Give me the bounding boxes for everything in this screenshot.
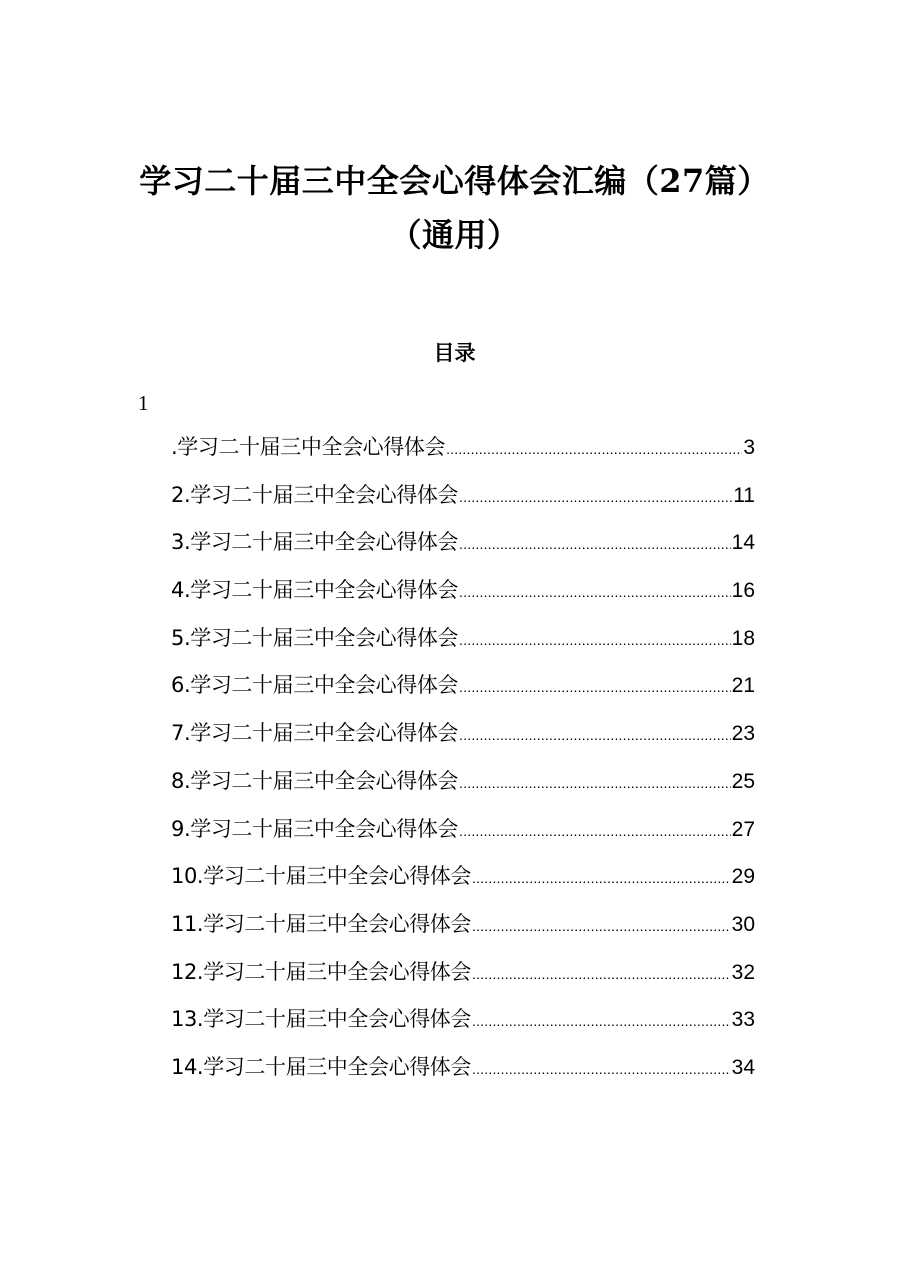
toc-entry-page: 11 <box>733 483 755 507</box>
toc-entry-label: 12.学习二十届三中全会心得体会 <box>171 959 471 984</box>
toc-entry-page: 29 <box>731 865 755 889</box>
toc-entry[interactable] <box>171 957 755 1005</box>
toc-leader-dots <box>472 1054 731 1084</box>
toc-entry[interactable] <box>171 718 755 766</box>
toc-leader-dots <box>459 625 731 655</box>
toc-leader-dots <box>459 529 731 559</box>
toc-stray-number: 1 <box>138 391 149 415</box>
toc-entry-page: 32 <box>731 960 755 984</box>
toc-entry-label: 13.学习二十届三中全会心得体会 <box>171 1007 471 1032</box>
toc-entry-label: 9.学习二十届三中全会心得体会 <box>171 816 459 841</box>
toc-leader-dots <box>472 911 731 941</box>
toc-entry-page: 14 <box>731 531 755 555</box>
toc-entry[interactable] <box>171 1004 755 1052</box>
toc-leader-dots <box>459 482 732 512</box>
toc-entry-page: 21 <box>731 674 755 698</box>
toc-entry[interactable] <box>171 766 755 814</box>
toc-entry-label: 10.学习二十届三中全会心得体会 <box>171 864 471 889</box>
toc-entry[interactable] <box>171 623 755 671</box>
toc-heading: 目录 <box>433 340 476 365</box>
toc-entry-label: 5.学习二十届三中全会心得体会 <box>171 625 459 650</box>
toc-entry-page: 33 <box>731 1008 755 1032</box>
toc-entry-label: 8.学习二十届三中全会心得体会 <box>171 768 459 793</box>
toc-leader-dots <box>472 1006 731 1036</box>
toc-entry-label: .学习二十届三中全会心得体会 <box>171 435 446 459</box>
toc-entry-label: 3.学习二十届三中全会心得体会 <box>171 530 459 555</box>
toc-entry[interactable] <box>171 480 755 528</box>
toc-leader-dots <box>472 863 731 893</box>
toc-leader-dots <box>459 577 731 607</box>
document-title: 学习二十届三中全会心得体会汇编（27篇） <box>139 162 770 200</box>
toc-entry-label: 7.学习二十届三中全会心得体会 <box>171 721 459 746</box>
toc-entry[interactable] <box>171 861 755 909</box>
toc-entry-page: 25 <box>731 769 755 793</box>
toc-leader-dots <box>459 816 731 846</box>
toc-entry[interactable] <box>171 527 755 575</box>
document-subtitle: （通用） <box>389 216 520 254</box>
toc-entry-label: 14.学习二十届三中全会心得体会 <box>171 1054 471 1079</box>
toc-leader-dots <box>472 959 731 989</box>
toc-entry-page: 3 <box>743 436 755 459</box>
toc-entry-page: 16 <box>731 579 755 603</box>
toc-entry-label: 2.学习二十届三中全会心得体会 <box>171 482 459 507</box>
table-of-contents <box>171 432 755 1100</box>
toc-leader-dots <box>446 434 742 464</box>
toc-entry-page: 23 <box>731 722 755 746</box>
toc-entry[interactable] <box>171 814 755 862</box>
toc-entry[interactable] <box>171 909 755 957</box>
toc-entry[interactable] <box>171 432 755 480</box>
toc-entry-label: 4.学习二十届三中全会心得体会 <box>171 578 459 603</box>
toc-entry[interactable] <box>171 1052 755 1100</box>
toc-entry-label: 6.学习二十届三中全会心得体会 <box>171 673 459 698</box>
toc-entry[interactable] <box>171 575 755 623</box>
toc-entry[interactable] <box>171 670 755 718</box>
toc-entry-page: 34 <box>731 1055 755 1079</box>
toc-entry-page: 30 <box>731 912 755 936</box>
toc-leader-dots <box>459 672 731 702</box>
toc-entry-page: 27 <box>731 817 755 841</box>
toc-entry-label: 11.学习二十届三中全会心得体会 <box>171 911 471 936</box>
toc-entry-page: 18 <box>731 626 755 650</box>
toc-leader-dots <box>459 768 731 798</box>
toc-leader-dots <box>459 720 731 750</box>
